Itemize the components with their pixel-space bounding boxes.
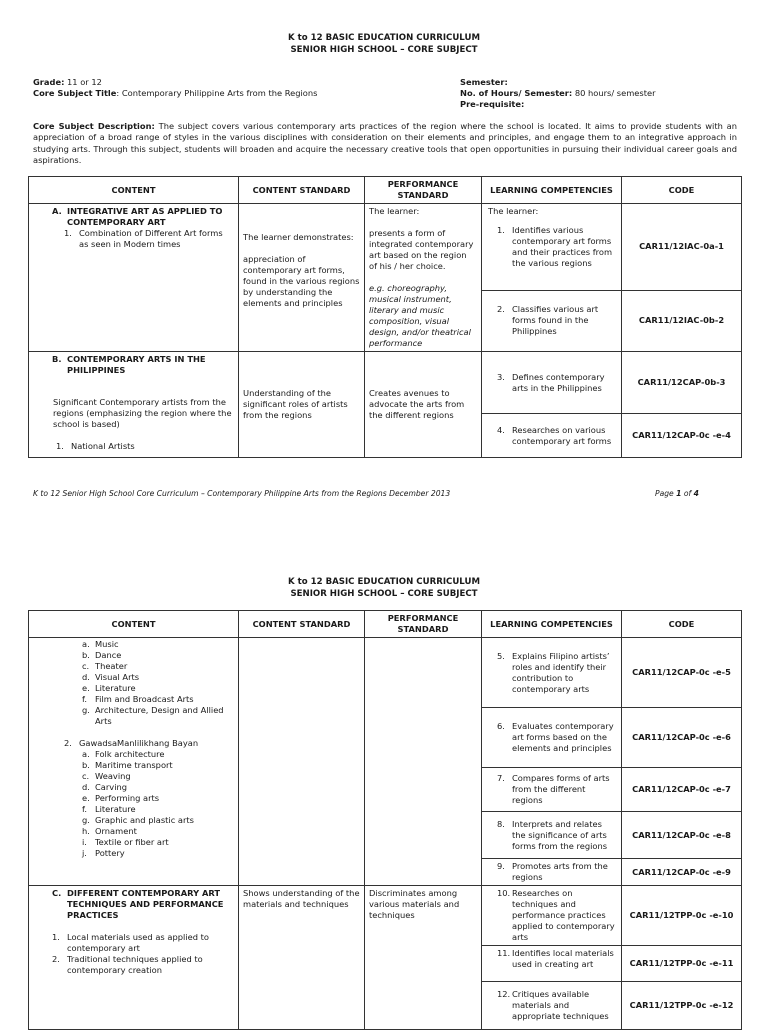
code-cell: CAR11/12CAP-0c -e-9 xyxy=(622,859,742,886)
list-item: h. Ornament xyxy=(82,826,137,836)
list-item: a. Music xyxy=(82,639,119,649)
code-cell: CAR11/12TPP-0c -e-10 xyxy=(622,886,742,946)
competency-cell: 10. Researches on techniques and performance practices applied to contemporary arts xyxy=(482,886,622,946)
content-standard-cell: The learner demonstrates: appreciation of contemporary art forms, found in the various regions by understanding the elements and principles xyxy=(239,204,365,352)
competency-cell: 11. Identifies local materials used in creating art xyxy=(482,946,622,982)
list-item: f. Literature xyxy=(82,804,136,814)
content-cell: a. Music b. Dance c. Theater d. Visual Arts e. Literature f. Film and Broadcast Arts g. Architecture, Design and Allied Arts 2. GawadsaManlilikhang Bayan a. Folk architecture b. Maritime transport c. Weaving d. Carving e. Performing arts f. Literature g. Graphic and plastic arts h. Ornament i. Textile or fiber art j. Pottery xyxy=(29,638,239,886)
col-content: CONTENT xyxy=(29,611,239,638)
col-learning-competencies: LEARNING COMPETENCIES xyxy=(482,177,622,204)
footer-text: K to 12 Senior High School Core Curriculum – Contemporary Philippine Arts from the Regions December 2013 xyxy=(33,489,451,498)
content-standard-cell xyxy=(239,638,365,886)
list-arts xyxy=(33,639,234,727)
table-row xyxy=(29,352,742,414)
subject-description: Core Subject Description: The subject covers various contemporary arts practices of the region where the school is located. It aims to provide students with an appreciation of a broad range of styles in the various disciplines with consideration on their elements and principles, and engage them to an integrative approach in studying arts. Through this subject, students will broaden and acquire the necessary creative tools that open opportunities in pursuing their individual career goals and aspirations. xyxy=(33,121,737,166)
page-title: K to 12 BASIC EDUCATION CURRICULUM SENIOR HIGH SCHOOL – CORE SUBJECT xyxy=(287,33,481,55)
competency-cell: 9. Promotes arts from the regions xyxy=(482,859,622,886)
code-cell: CAR11/12TPP-0c -e-11 xyxy=(622,946,742,982)
table-header xyxy=(29,177,742,204)
curriculum-table-page1 xyxy=(28,176,742,458)
page-title-2: K to 12 BASIC EDUCATION CURRICULUM SENIOR HIGH SCHOOL – CORE SUBJECT xyxy=(287,577,481,599)
list-item: c. Weaving xyxy=(82,771,131,781)
table-row xyxy=(29,638,742,708)
code-cell: CAR11/12IAC-0a-1 xyxy=(622,204,742,291)
performance-standard-cell: Discriminates among various materials and techniques xyxy=(365,886,482,1030)
code-cell: CAR11/12IAC-0b-2 xyxy=(622,290,742,351)
list-item: d. Visual Arts xyxy=(82,672,140,682)
competency-cell: 7. Compares forms of arts from the different regions xyxy=(482,768,622,812)
list-item: j. Pottery xyxy=(82,848,125,858)
list-item: e. Performing arts xyxy=(82,793,160,803)
list-gawad xyxy=(33,749,234,859)
code-cell: CAR11/12CAP-0c -e-4 xyxy=(622,414,742,458)
meta-right: Semester: No. of Hours/ Semester: 80 hours/ semester Pre-requisite: xyxy=(460,77,656,109)
meta-left: Grade: 11 or 12 Core Subject Title: Contemporary Philippine Arts from the Regions xyxy=(33,77,318,98)
curriculum-table-page2 xyxy=(28,610,742,1030)
table-header xyxy=(29,611,742,638)
code-cell: CAR11/12CAP-0c -e-8 xyxy=(622,812,742,859)
list-item: b. Maritime transport xyxy=(82,760,173,770)
competency-cell: 12. Critiques available materials and appropriate techniques xyxy=(482,982,622,1030)
col-code: CODE xyxy=(622,177,742,204)
content-standard-cell: Understanding of the significant roles of artists from the regions xyxy=(239,352,365,458)
page-number: Page 1 of 4 xyxy=(655,489,699,498)
performance-standard-cell xyxy=(365,638,482,886)
col-performance-standard: PERFORMANCE STANDARD xyxy=(365,177,482,204)
col-content: CONTENT xyxy=(29,177,239,204)
list-item: f. Film and Broadcast Arts xyxy=(82,694,194,704)
competency-cell: 5. Explains Filipino artists’ roles and identify their contribution to contemporary arts xyxy=(482,638,622,708)
code-cell: CAR11/12CAP-0c -e-6 xyxy=(622,708,742,768)
list-item: e. Literature xyxy=(82,683,136,693)
col-content-standard: CONTENT STANDARD xyxy=(239,611,365,638)
list-item: a. Folk architecture xyxy=(82,749,165,759)
performance-standard-cell: Creates avenues to advocate the arts from the different regions xyxy=(365,352,482,458)
code-cell: CAR11/12CAP-0c -e-5 xyxy=(622,638,742,708)
list-item: c. Theater xyxy=(82,661,128,671)
list-item: d. Carving xyxy=(82,782,128,792)
content-standard-cell: Shows understanding of the materials and techniques xyxy=(239,886,365,1030)
col-content-standard: CONTENT STANDARD xyxy=(239,177,365,204)
list-item: i. Textile or fiber art xyxy=(82,837,169,847)
code-cell: CAR11/12CAP-0b-3 xyxy=(622,352,742,414)
competency-cell: 6. Evaluates contemporary art forms based on the elements and principles xyxy=(482,708,622,768)
code-cell: CAR11/12TPP-0c -e-12 xyxy=(622,982,742,1030)
col-code: CODE xyxy=(622,611,742,638)
list-item: b. Dance xyxy=(82,650,122,660)
content-cell: B. CONTEMPORARY ARTS IN THE PHILIPPINES Significant Contemporary artists from the regions (emphasizing the region where the school is based) 1. National Artists xyxy=(29,352,239,458)
col-performance-standard: PERFORMANCE STANDARD xyxy=(365,611,482,638)
table-row xyxy=(29,886,742,946)
competency-cell: 8. Interprets and relates the significance of arts forms from the regions xyxy=(482,812,622,859)
competency-cell: 2. Classifies various art forms found in the Philippines xyxy=(482,290,622,351)
list-item: g. Graphic and plastic arts xyxy=(82,815,195,825)
content-cell: C. DIFFERENT CONTEMPORARY ART TECHNIQUES AND PERFORMANCE PRACTICES 1. Local materials used as applied to contemporary art 2. Traditional techniques applied to contemporary creation xyxy=(29,886,239,1030)
content-cell: A. INTEGRATIVE ART AS APPLIED TO CONTEMPORARY ART 1. Combination of Different Art forms as seen in Modern times xyxy=(29,204,239,352)
col-learning-competencies: LEARNING COMPETENCIES xyxy=(482,611,622,638)
competency-cell: 3. Defines contemporary arts in the Philippines xyxy=(482,352,622,414)
code-cell: CAR11/12CAP-0c -e-7 xyxy=(622,768,742,812)
list-item: g. Architecture, Design and Allied Arts xyxy=(82,705,224,726)
competency-cell: The learner: 1. Identifies various contemporary art forms and their practices from the various regions xyxy=(482,204,622,291)
competency-cell: 4. Researches on various contemporary art forms xyxy=(482,414,622,458)
table-row xyxy=(29,204,742,291)
performance-standard-cell: The learner: presents a form of integrated contemporary art based on the region of his / her choice. e.g. choreography, musical instrument, literary and music composition, visual design, and/or theatrical performance xyxy=(365,204,482,352)
